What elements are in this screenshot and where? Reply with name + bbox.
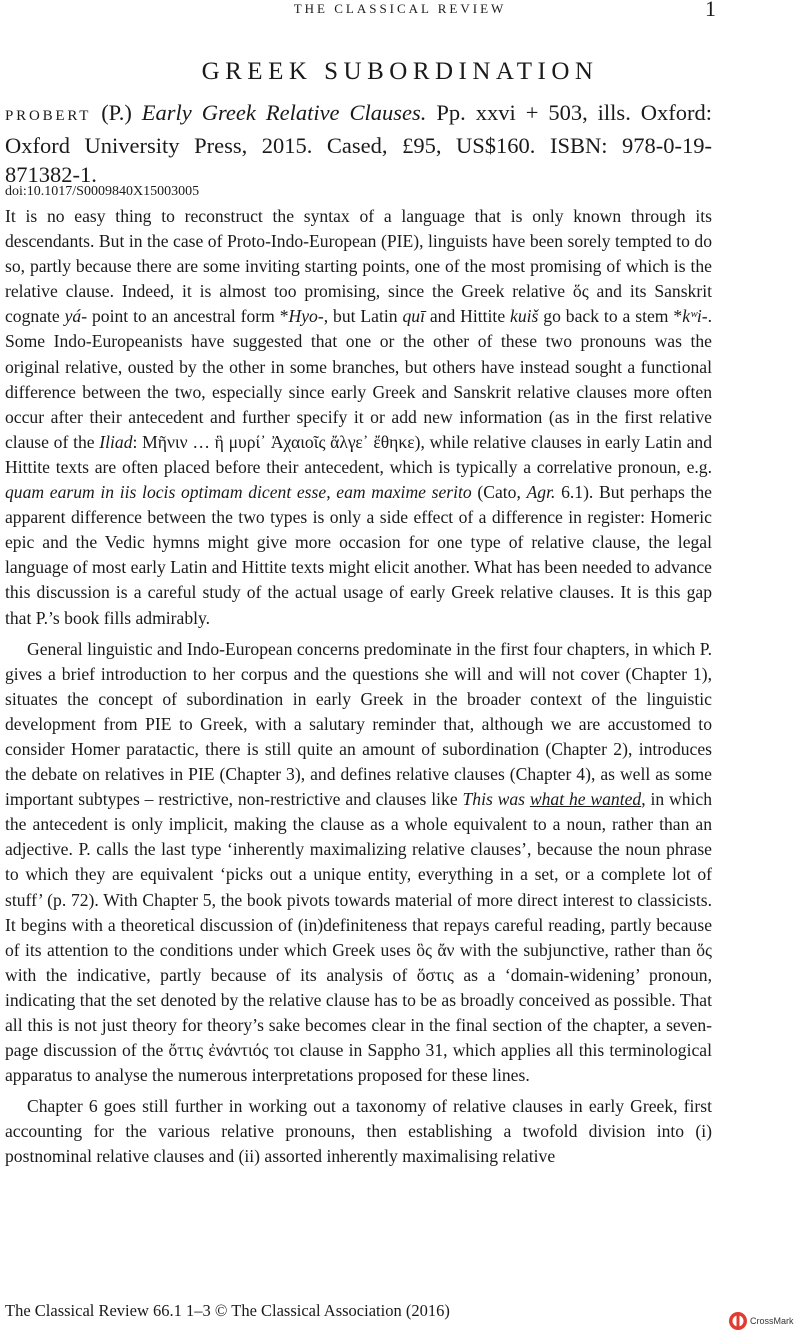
running-head [0,0,800,20]
crossmark-label: CrossMark [750,1316,794,1326]
footer-citation: The Classical Review 66.1 1–3 © The Classical Association (2016) [5,1301,450,1320]
article-title: GREEK SUBORDINATION [201,58,599,85]
crossmark-icon [728,1311,748,1331]
book-citation [5,98,712,189]
doi: doi:10.1017/S0009840X15003005 [5,184,200,199]
paragraph-3: Chapter 6 goes still further in working out a taxonomy of relative clauses in early Greek, first accounting for the various relative pronouns, then establishing a twofold division into (i) postnominal relative clauses and (ii) assorted inherently maximalising relative [5,1096,712,1167]
book-title: Early Greek Relative Clauses. [141,100,427,125]
page-number: 1 [705,0,716,21]
author-surname: PROBERT [5,108,92,124]
publication-details: Pp. xxvi + 503, ills. Oxford: Oxford University Press, 2015. Cased, £95, US$160. ISBN: 978-0-19-871382-1. [5,100,713,187]
running-title: THE CLASSICAL REVIEW [293,1,507,16]
paragraph-2: General linguistic and Indo-European concerns predominate in the first four chapters, in which P. gives a brief introduction to her corpus and the questions she will and will not cover (Chapter 1), situates the concept of subordination in early Greek in the broader context of the linguistic development from PIE to Greek, with a salutary reminder that, although we are accustomed to consider Homer paratactic, there is still quite an amount of subordination (Chapter 2), introduces the debate on relatives in PIE (Chapter 3), and defines relative clauses (Chapter 4), as well as some important subtypes – restrictive, non-restrictive and clauses like This was what he wanted, in which the antecedent is only implicit, making the clause as a whole equivalent to a noun, rather than an adjective. P. calls the last type ‘inherently maximalizing relative clauses’, because the noun phrase to which they are equivalent ‘picks out a unique entity, everything in a set, or a complete lot of stuff’ (p. 72). With Chapter 5, the book pivots towards material of more direct interest to classicists. It begins with a theoretical discussion of (in)definiteness that repays careful reading, partly because of its attention to the conditions under which Greek uses ὃς ἄν with the subjunctive, rather than ὅς with the indicative, partly because of its analysis of ὅστις as a ‘domain-widening’ pronoun, indicating that the set denoted by the relative clause has to be as broadly conceived as possible. That all this is not just theory for theory’s sake becomes clear in the final section of the chapter, a seven-page discussion of the ὄττις ἐνάντιός τοι clause in Sappho 31, which applies all this terminological apparatus to analyse the numerous interpretations proposed for these lines. [5,638,712,1086]
author-initial: (P.) [101,100,132,125]
review-body [5,204,712,1176]
paragraph-1: It is no easy thing to reconstruct the syntax of a language that is only known through its descendants. But in the case of Proto-Indo-European (PIE), linguists have been sorely tempted to do so, partly because there are some inviting starting points, one of the most promising of which is the relative clause. Indeed, it is almost too promising, since the Greek relative ὅς and its Sanskrit cognate yá- point to an ancestral form *Hyo-, but Latin quī and Hittite kuiš go back to a stem *kʷi-. Some Indo-Europeanists have suggested that one or the other of these two pronouns was the original relative, ousted by the other in some branches, but others have instead sought a functional difference between the two, especially since early Greek and Sanskrit relative clauses more often occur after their antecedent and further specify it or add new information (as in the first relative clause of the Iliad: Μῆνιν … ἣ μυρί᾽ Ἀχαιοῖς ἄλγε᾽ ἔθηκε), while relative clauses in early Latin and Hittite texts are often placed before their antecedent, which is typically a correlative pronoun, e.g. quam earum in iis locis optimam dicent esse, eam maxime serito (Cato, Agr. 6.1). But perhaps the apparent difference between the two types is only a side effect of a difference in register: Homeric epic and the Vedic hymns might give more occasion for one type of relative clause, the legal language of most early Latin and Hittite texts might elicit another. What has been needed to advance this discussion is a careful study of the actual usage of early Greek relative clauses. It is this gap that P.’s book fills admirably. [5,206,712,628]
crossmark-badge[interactable] [728,1310,794,1332]
